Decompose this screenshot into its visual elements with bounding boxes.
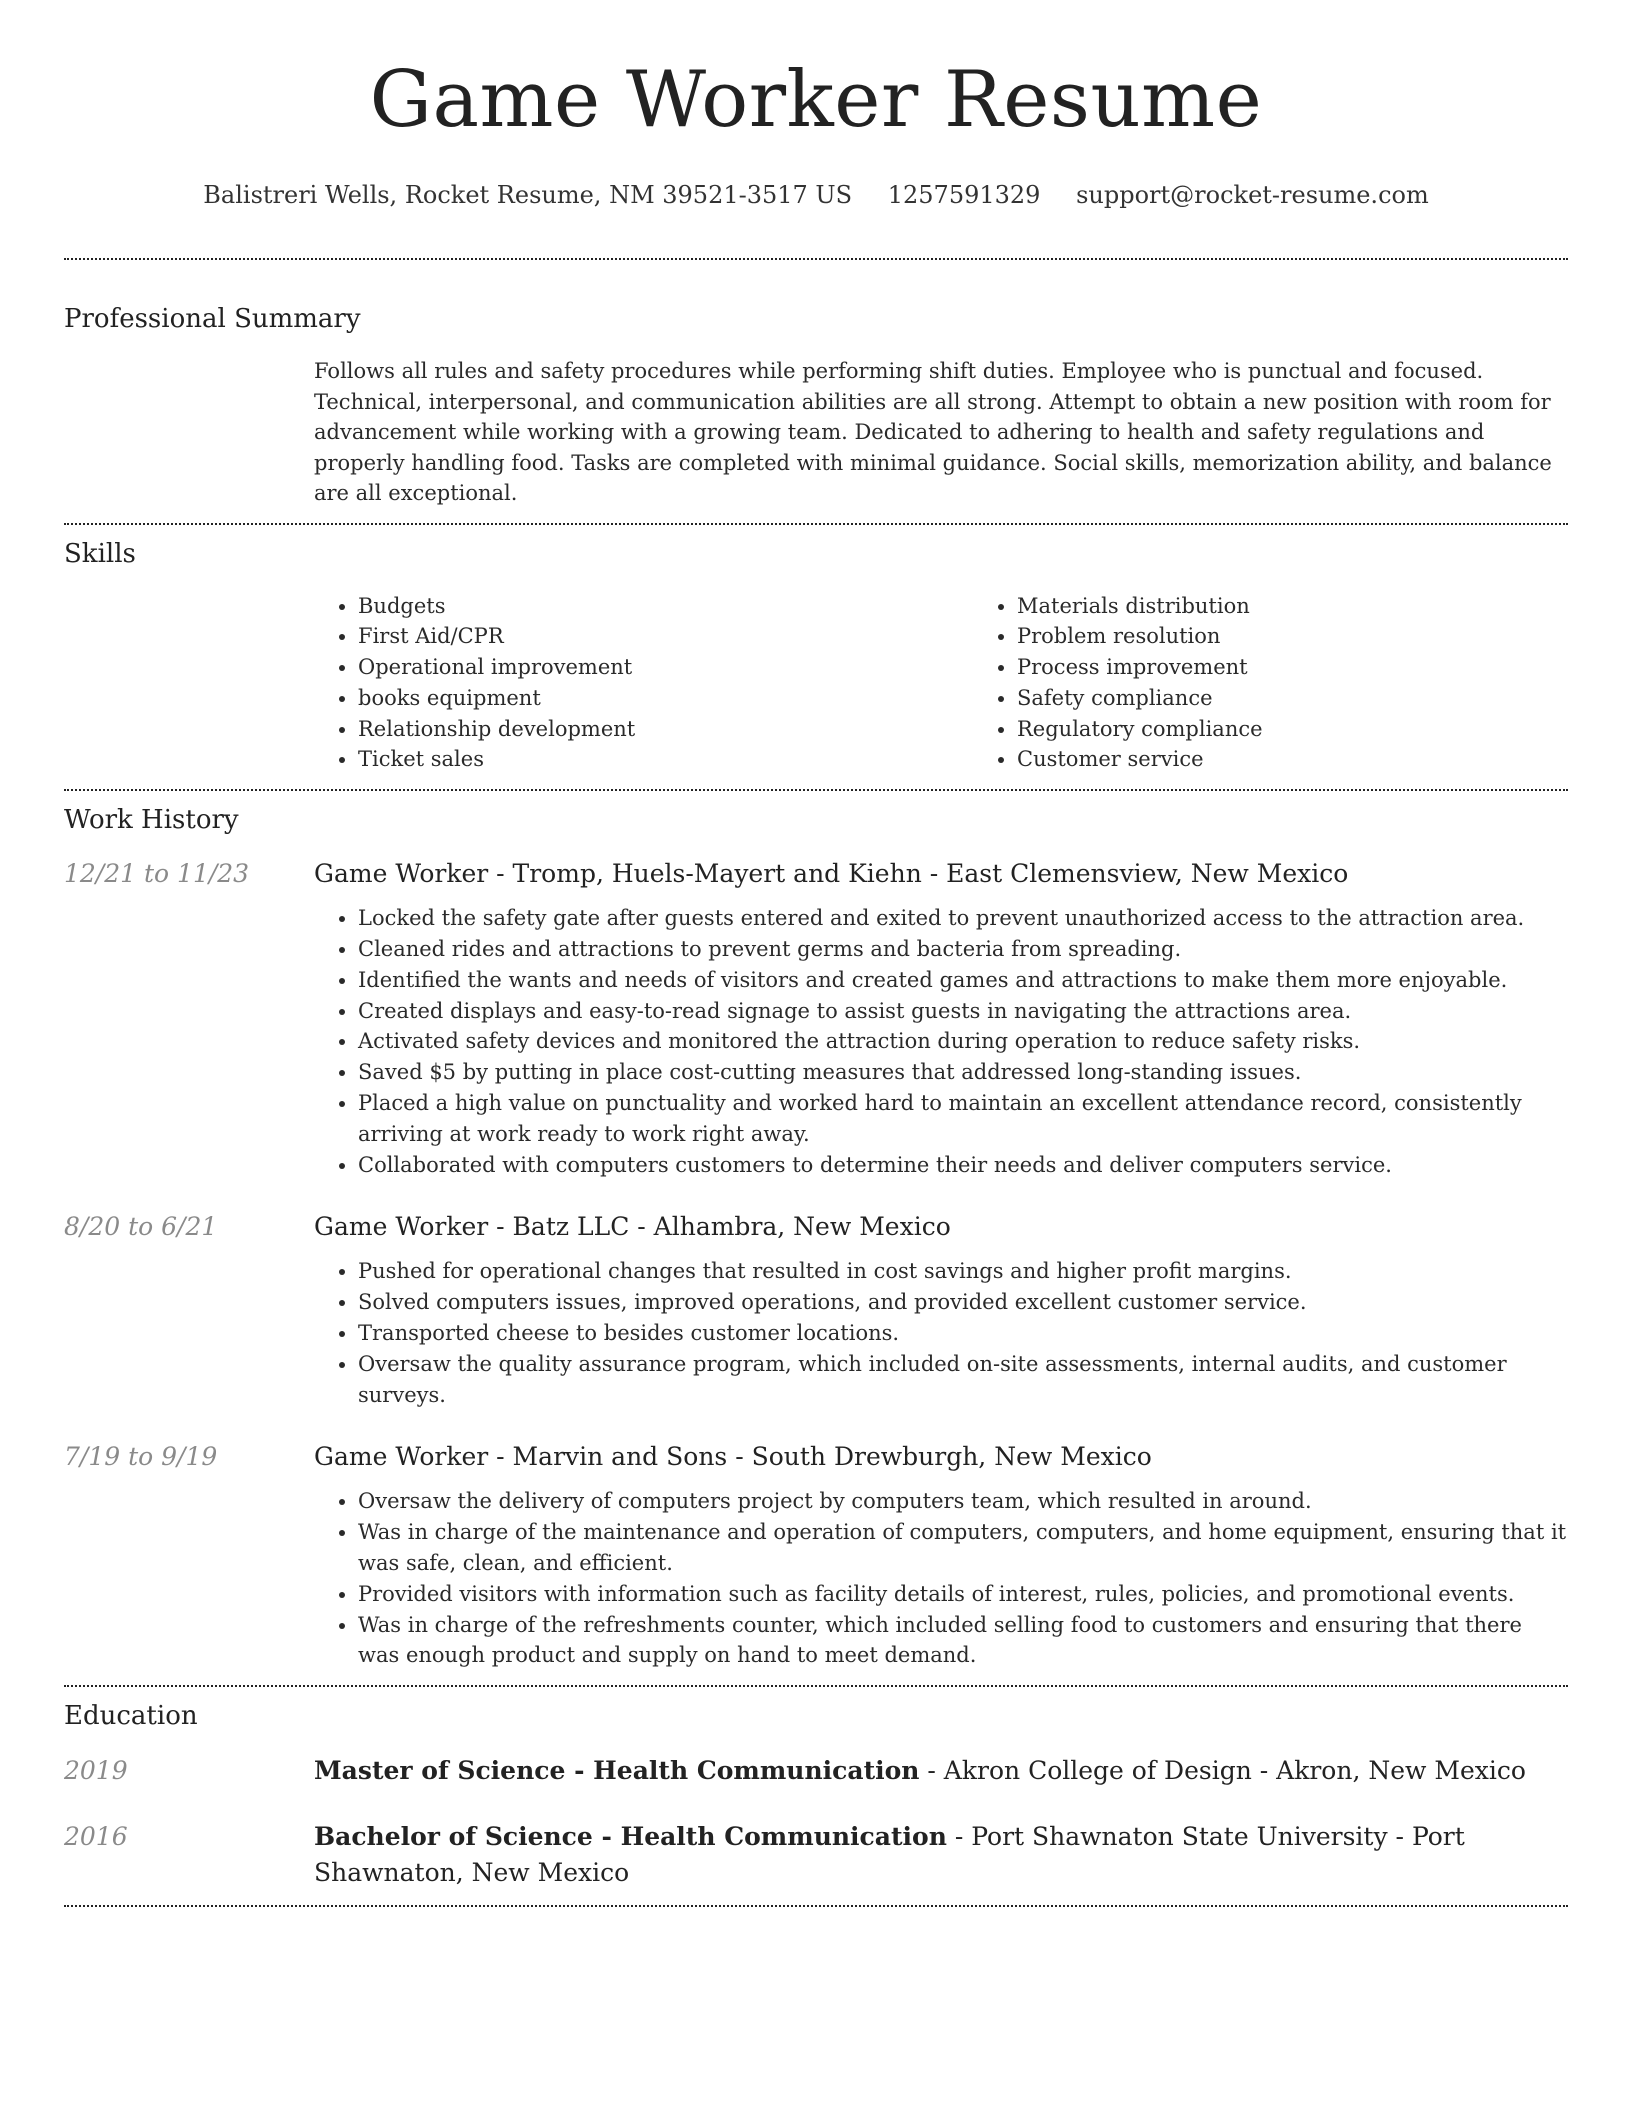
skill-item: • Ticket sales [358,744,973,775]
job-date: 12/21 to 11/23 [64,859,250,889]
skill-item: • Operational improvement [358,652,973,683]
summary-heading: Professional Summary [64,304,361,334]
skill-item: • books equipment [358,683,973,714]
education-title [314,1753,1568,1789]
skill-item: • Relationship development [358,714,973,745]
contact-phone: 1257591329 [887,181,1041,209]
job-date: 7/19 to 9/19 [64,1442,218,1472]
skills-heading: Skills [64,538,136,569]
education-entry [64,1819,1568,1891]
job-bullet: • Locked the safety gate after guests entered and exited to prevent unauthorized access to the attraction area. [358,903,1568,934]
school-location: - Port Shawnaton State University - Port Shawnaton, New Mexico [314,1822,1465,1888]
section-divider [64,1905,1568,1907]
job-bullet: • Identified the wants and needs of visitors and created games and attractions to make them more enjoyable. [358,965,1568,996]
job-bullet: • Oversaw the quality assurance program, which included on-site assessments, internal audits, and customer surveys. [358,1349,1568,1411]
page-title: Game Worker Resume [369,55,1263,145]
education-date: 2016 [64,1822,128,1852]
school-location: - Akron College of Design - Akron, New Mexico [919,1756,1526,1786]
education-section [64,1687,1568,1891]
summary-text: Follows all rules and safety procedures while performing shift duties. Employee who is punctual and focused. Technical, interpersonal, and communication abilities are all strong. Attempt to obtain a new position with room for advancement while working with a growing team. Dedicated to adhering to health and safety regulations and properly handling food. Tasks are completed with minimal guidance. Social skills, memorization ability, and balance are all exceptional. [314,359,1552,505]
skill-item: • Process improvement [1017,652,1632,683]
job-bullet: • Collaborated with computers customers to determine their needs and deliver computers service. [358,1150,1568,1181]
job-date: 8/20 to 6/21 [64,1212,218,1242]
job-bullet: • Pushed for operational changes that resulted in cost savings and higher profit margins. [358,1256,1568,1287]
summary-section [64,260,1568,509]
job-bullet: • Transported cheese to besides customer locations. [358,1318,1568,1349]
skill-item: • Customer service [1017,744,1632,775]
job-entry [64,1440,1568,1671]
degree-name: Master of Science - Health Communication [314,1756,920,1786]
job-bullet: • Was in charge of the refreshments counter, which included selling food to customers and ensuring that there was enough product and supply on hand to meet demand. [358,1610,1568,1672]
skills-list [314,591,1632,776]
job-title: Game Worker - Tromp, Huels-Mayert and Kiehn - East Clemensview, New Mexico [314,859,1349,889]
education-heading: Education [64,1701,198,1732]
job-bullet: • Oversaw the delivery of computers project by computers team, which resulted in around. [358,1486,1568,1517]
job-bullet: • Cleaned rides and attractions to prevent germs and bacteria from spreading. [358,934,1568,965]
job-bullet: • Saved $5 by putting in place cost-cutting measures that addressed long-standing issues. [358,1057,1568,1088]
skills-column-left [314,591,973,776]
skill-item: • Materials distribution [1017,591,1632,622]
job-title: Game Worker - Marvin and Sons - South Drewburgh, New Mexico [314,1442,1152,1472]
skill-item: • Problem resolution [1017,621,1632,652]
contact-line [64,180,1568,210]
job-bullet: • Activated safety devices and monitored the attraction during operation to reduce safety risks. [358,1026,1568,1057]
degree-name: Bachelor of Science - Health Communication [314,1822,947,1852]
skill-item: • First Aid/CPR [358,621,973,652]
job-entry [64,857,1568,1180]
work-history-heading: Work History [64,805,239,836]
work-history-section [64,791,1568,1671]
job-entry [64,1210,1568,1410]
skill-item: • Regulatory compliance [1017,714,1632,745]
education-entry [64,1753,1568,1789]
skills-column-right [973,591,1632,776]
job-bullet: • Was in charge of the maintenance and operation of computers, computers, and home equipment, ensuring that it was safe, clean, and efficient. [358,1517,1568,1579]
job-bullets [314,1486,1568,1671]
job-bullet: • Created displays and easy-to-read signage to assist guests in navigating the attractions area. [358,996,1568,1027]
skill-item: • Budgets [358,591,973,622]
job-bullet: • Solved computers issues, improved operations, and provided excellent customer service. [358,1287,1568,1318]
skills-section [64,525,1568,776]
resume-header [64,0,1568,210]
job-bullet: • Provided visitors with information such as facility details of interest, rules, policies, and promotional events. [358,1579,1568,1610]
job-bullets [314,1256,1568,1410]
skill-item: • Safety compliance [1017,683,1632,714]
job-bullet: • Placed a high value on punctuality and worked hard to maintain an excellent attendance record, consistently arriving at work ready to work right away. [358,1088,1568,1150]
job-title: Game Worker - Batz LLC - Alhambra, New Mexico [314,1212,951,1242]
education-date: 2019 [64,1756,128,1786]
job-bullets [314,903,1568,1180]
contact-email: support@rocket-resume.com [1076,181,1429,209]
education-title [314,1819,1568,1891]
contact-address: Balistreri Wells, Rocket Resume, NM 39521-3517 US [203,181,853,209]
